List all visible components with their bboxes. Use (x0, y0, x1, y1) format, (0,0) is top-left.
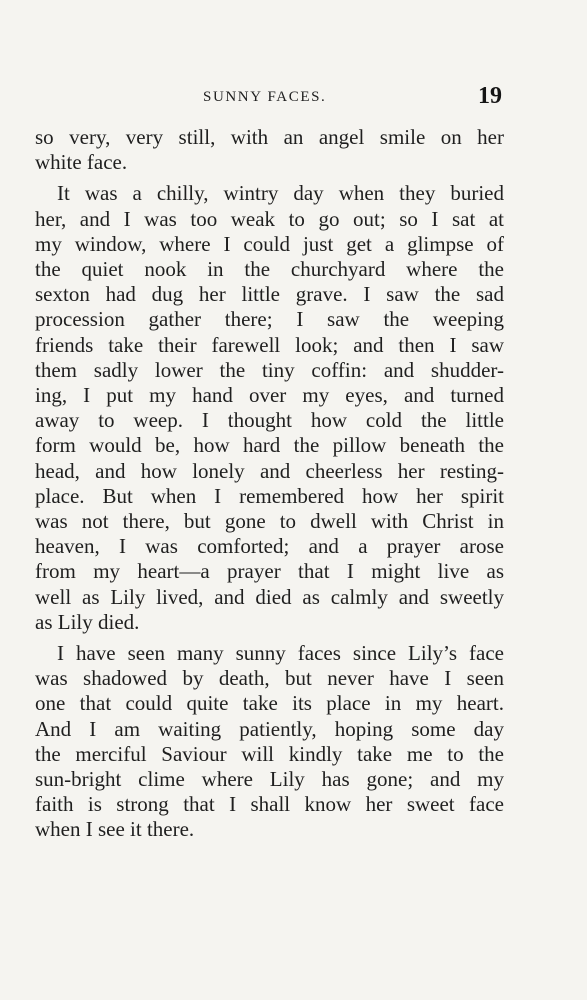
text-line: away to weep. I thought how cold the little (35, 408, 504, 433)
text-line: sun-bright clime where Lily has gone; and my (35, 767, 504, 792)
text-line: the quiet nook in the churchyard where the (35, 257, 504, 282)
text-line: ing, I put my hand over my eyes, and turned (35, 383, 504, 408)
text-line: one that could quite take its place in my heart. (35, 691, 504, 716)
text-line: sexton had dug her little grave. I saw the sad (35, 282, 504, 307)
text-line: when I see it there. (35, 817, 195, 842)
paragraph-1 (35, 125, 504, 175)
text-line: place. But when I remembered how her spirit (35, 483, 504, 508)
text-line: as Lily died. (35, 609, 140, 634)
text-line: was not there, but gone to dwell with Christ in (35, 509, 504, 534)
text-line: procession gather there; I saw the weeping (35, 307, 504, 332)
text-line: friends take their farewell look; and then I saw (35, 332, 504, 357)
text-line: well as Lily lived, and died as calmly and sweetly (35, 584, 504, 609)
page-header (0, 83, 587, 113)
text-line: faith is strong that I shall know her sweet face (35, 792, 504, 817)
paragraph-3 (35, 641, 504, 843)
text-line: And I am waiting patiently, hoping some day (35, 716, 504, 741)
text-line: them sadly lower the tiny coffin: and shudder- (35, 357, 504, 382)
text-line: her, and I was too weak to go out; so I sat at (35, 206, 504, 231)
paragraph-2 (35, 181, 504, 635)
text-line: heaven, I was comforted; and a prayer arose (35, 534, 504, 559)
text-line: It was a chilly, wintry day when they buried (57, 181, 504, 206)
text-line: white face. (35, 150, 128, 175)
text-line: my window, where I could just get a glimpse of (35, 231, 504, 256)
text-line: I have seen many sunny faces since Lily’s face (57, 641, 504, 666)
text-line: was shadowed by death, but never have I seen (35, 666, 504, 691)
body-text (35, 125, 504, 849)
text-line: so very, very still, with an angel smile on her (35, 125, 504, 149)
running-title: SUNNY FACES. (203, 89, 327, 105)
text-line: from my heart—a prayer that I might live as (35, 559, 504, 584)
text-line: form would be, how hard the pillow beneath the (35, 433, 504, 458)
text-line: head, and how lonely and cheerless her resting- (35, 458, 504, 483)
text-line: the merciful Saviour will kindly take me to the (35, 741, 504, 766)
page-number: 19 (478, 83, 502, 109)
